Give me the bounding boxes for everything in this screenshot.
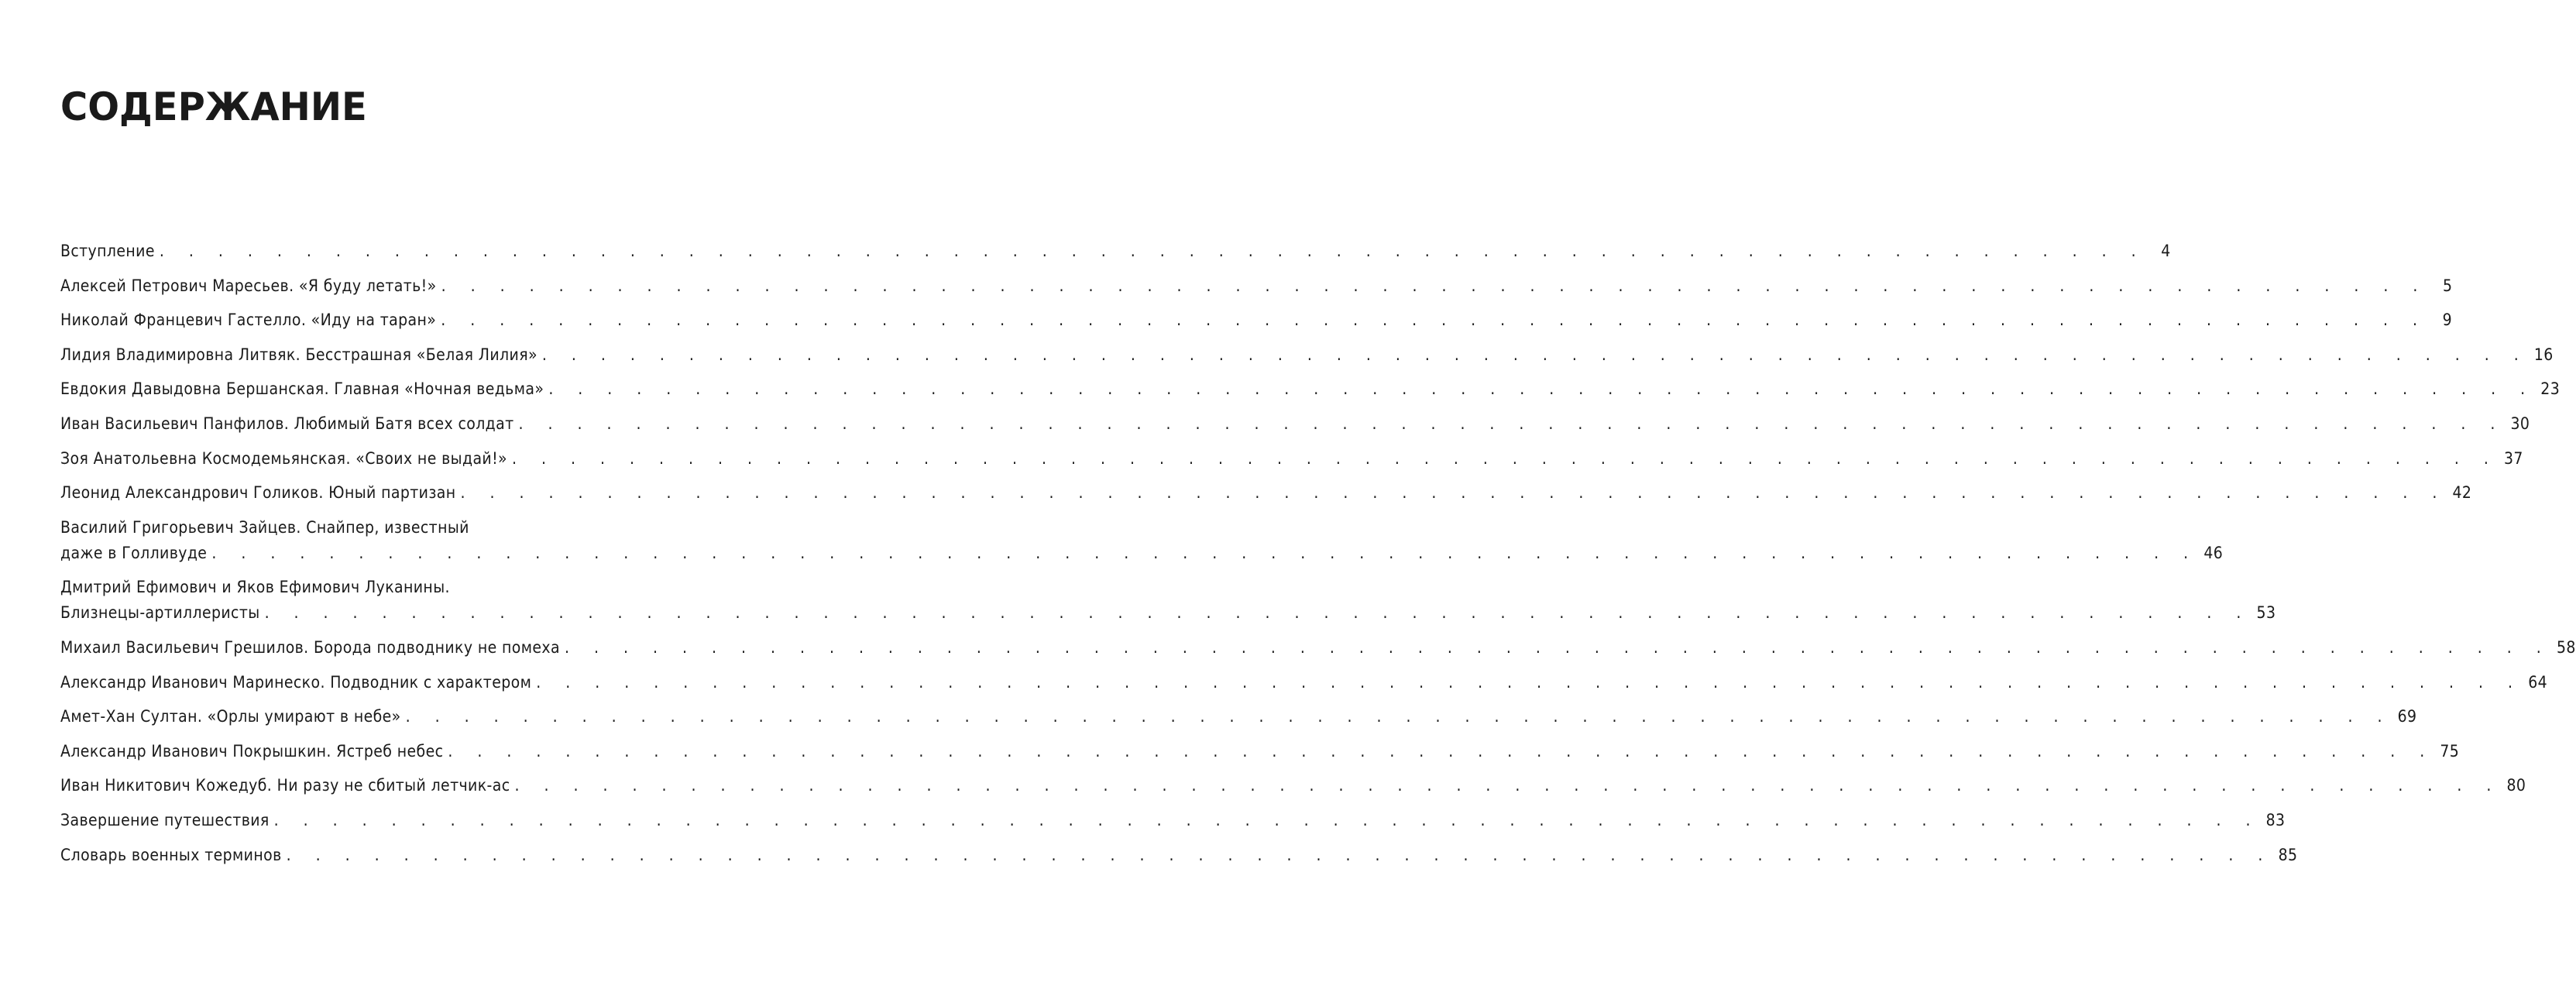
toc-entry-title: Леонид Александрович Голиков. Юный партизан: [60, 483, 456, 503]
dot-leader: . . . . . . . . . . . . . . . . . . . . . . . . . . . . . . . . . . . . . . . . . . . . . . . . . . . . . . . . . . . . . . . . . . . .: [441, 311, 2428, 330]
toc-entry: [60, 575, 2276, 626]
toc-entry-title-line1: Дмитрий Ефимович и Яков Ефимович Луканины.: [60, 578, 450, 597]
toc-entry: [60, 843, 2298, 868]
toc-page-number: 37: [2503, 448, 2523, 468]
toc-entry: [60, 808, 2286, 833]
toc-page-number: 4: [2161, 242, 2171, 260]
dot-leader: . . . . . . . . . . . . . . . . . . . . . . . . . . . . . . . . . . . . . . . . . . . . . . . . . . . . . . . . . . . . . . . . . . . .: [273, 810, 2261, 829]
toc-page-number: 53: [2256, 603, 2276, 623]
toc-entry: [60, 704, 2417, 730]
toc-entry: [60, 739, 2460, 764]
dot-leader: . . . . . . . . . . . . . . . . . . . . . . . . . . . . . . . . . . . . . . . . . . . . . . . . . . . . . . . . . . . . . . . . . . . .: [405, 707, 2392, 726]
dot-leader: . . . . . . . . . . . . . . . . . . . . . . . . . . . . . . . . . . . . . . . . . . . . . . . . . . . . . . . . . . . . . . . . . . . .: [536, 672, 2523, 692]
toc-entry-title-line1: Василий Григорьевич Зайцев. Снайпер, известный: [60, 517, 469, 537]
dot-leader: . . . . . . . . . . . . . . . . . . . . . . . . . . . . . . . . . . . . . . . . . . . . . . . . . . . . . . . . . . . . . . . . . . . .: [264, 603, 2251, 623]
toc-entry-title: Александр Иванович Покрышкин. Ястреб небес: [60, 741, 444, 761]
dot-leader: . . . . . . . . . . . . . . . . . . . . . . . . . . . . . . . . . . . . . . . . . . . . . . . . . . . . . . . . . . . . . . . . . . . .: [460, 483, 2447, 503]
toc-page-number: 46: [2203, 543, 2224, 562]
dot-leader: . . . . . . . . . . . . . . . . . . . . . . . . . . . . . . . . . . . . . . . . . . . . . . . . . . . . . . . . . . . . . . . . . . . .: [541, 345, 2529, 364]
dot-leader: . . . . . . . . . . . . . . . . . . . . . . . . . . . . . . . . . . . . . . . . . . . . . . . . . . . . . . . . . . . . . . . . . . . .: [512, 448, 2499, 468]
dot-leader: . . . . . . . . . . . . . . . . . . . . . . . . . . . . . . . . . . . . . . . . . . . . . . . . . . . . . . . . . . . . . . . . . . . .: [518, 414, 2506, 433]
toc-entry-title: Амет-Хан Султан. «Орлы умирают в небе»: [60, 707, 401, 726]
dot-leader: . . . . . . . . . . . . . . . . . . . . . . . . . . . . . . . . . . . . . . . . . . . . . . . . . . . . . . . . . . . . . . . . . . . .: [159, 242, 2146, 260]
toc-page-number: 9: [2442, 311, 2453, 330]
toc-entry-title: Михаил Васильевич Грешилов. Борода подводнику не помеха: [60, 637, 560, 657]
toc-entry-title: Лидия Владимировна Литвяк. Бесстрашная «Белая Лилия»: [60, 345, 538, 364]
toc-entry: [60, 670, 2548, 695]
toc-entry-title: Алексей Петрович Маресьев. «Я буду летать!»: [60, 276, 437, 295]
dot-leader: . . . . . . . . . . . . . . . . . . . . . . . . . . . . . . . . . . . . . . . . . . . . . . . . . . . . . . . . . . . . . . . . . . . .: [211, 543, 2199, 562]
toc-entry-title: Иван Никитович Кожедуб. Ни разу не сбитый летчик-ас: [60, 776, 510, 795]
toc-entry-title: Николай Францевич Гастелло. «Иду на таран»: [60, 311, 437, 330]
dot-leader: . . . . . . . . . . . . . . . . . . . . . . . . . . . . . . . . . . . . . . . . . . . . . . . . . . . . . . . . . . . . . . . . . . . .: [448, 741, 2435, 761]
toc-entry-title: Александр Иванович Маринеско. Подводник с характером: [60, 672, 532, 692]
toc-page-number: 83: [2265, 810, 2286, 829]
toc-entry: [60, 515, 2224, 566]
table-of-contents: [60, 239, 2576, 877]
toc-page-number: 85: [2278, 845, 2298, 864]
toc-entry: [60, 307, 2453, 333]
toc-page-number: 58: [2556, 637, 2576, 657]
toc-entry-title: Словарь военных терминов: [60, 845, 282, 864]
toc-entry: [60, 342, 2554, 368]
toc-entry: [60, 446, 2523, 472]
toc-entry-title: Вступление: [60, 242, 155, 260]
toc-entry: [60, 239, 2171, 264]
toc-entry-title: Зоя Анатольевна Космодемьянская. «Своих не выдай!»: [60, 448, 508, 468]
toc-entry: [60, 635, 2576, 661]
toc-page-number: 23: [2540, 379, 2561, 399]
dot-leader: . . . . . . . . . . . . . . . . . . . . . . . . . . . . . . . . . . . . . . . . . . . . . . . . . . . . . . . . . . . . . . . . . . . .: [548, 379, 2536, 399]
toc-entry: [60, 273, 2453, 299]
toc-page-number: 5: [2442, 276, 2453, 295]
dot-leader: . . . . . . . . . . . . . . . . . . . . . . . . . . . . . . . . . . . . . . . . . . . . . . . . . . . . . . . . . . . . . . . . . . . .: [564, 637, 2551, 657]
toc-page-number: 42: [2452, 483, 2472, 503]
toc-entry: [60, 773, 2526, 798]
toc-entry: [60, 376, 2561, 402]
toc-page-number: 75: [2440, 741, 2460, 761]
toc-page-number: 69: [2397, 707, 2417, 726]
dot-leader: . . . . . . . . . . . . . . . . . . . . . . . . . . . . . . . . . . . . . . . . . . . . . . . . . . . . . . . . . . . . . . . . . . . .: [286, 845, 2273, 864]
toc-entry-title: даже в Голливуде: [60, 543, 208, 562]
toc-entry: [60, 480, 2472, 506]
toc-entry-title: Близнецы-артиллеристы: [60, 603, 260, 623]
toc-entry-title: Евдокия Давыдовна Бершанская. Главная «Ночная ведьма»: [60, 379, 544, 399]
page-title: СОДЕРЖАНИЕ: [60, 84, 367, 129]
toc-page-number: 80: [2506, 776, 2526, 795]
toc-page-number: 30: [2510, 414, 2530, 433]
toc-entry: [60, 411, 2530, 437]
dot-leader: . . . . . . . . . . . . . . . . . . . . . . . . . . . . . . . . . . . . . . . . . . . . . . . . . . . . . . . . . . . . . . . . . . . .: [441, 276, 2428, 295]
toc-page-number: 16: [2533, 345, 2554, 364]
toc-page-number: 64: [2528, 672, 2548, 692]
toc-entry-title: Завершение путешествия: [60, 810, 270, 829]
toc-entry-title: Иван Васильевич Панфилов. Любимый Батя всех солдат: [60, 414, 514, 433]
dot-leader: . . . . . . . . . . . . . . . . . . . . . . . . . . . . . . . . . . . . . . . . . . . . . . . . . . . . . . . . . . . . . . . . . . . .: [514, 776, 2502, 795]
